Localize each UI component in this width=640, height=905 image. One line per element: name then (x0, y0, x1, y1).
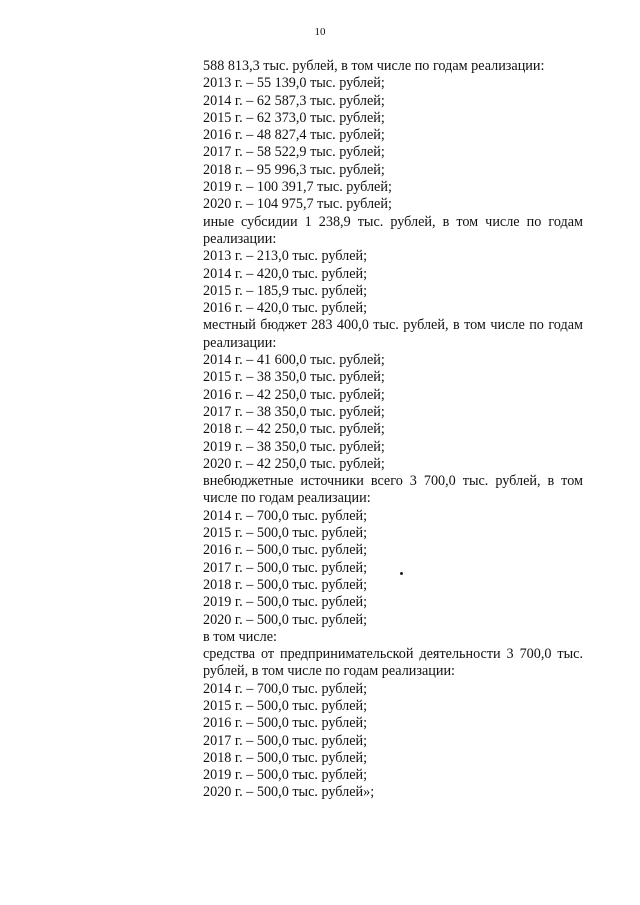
text-line: 2020 г. – 500,0 тыс. рублей»; (203, 784, 375, 801)
text-line: 2019 г. – 38 350,0 тыс. рублей; (203, 438, 385, 455)
text-line: 2014 г. – 62 587,3 тыс. рублей; (203, 92, 385, 109)
text-line: 2013 г. – 213,0 тыс. рублей; (203, 248, 368, 265)
text-line: 2019 г. – 500,0 тыс. рублей; (203, 767, 368, 784)
text-line: 2020 г. – 42 250,0 тыс. рублей; (203, 455, 385, 472)
text-line: 2017 г. – 58 522,9 тыс. рублей; (203, 144, 385, 161)
page-number: 10 (314, 26, 326, 38)
text-line: 2014 г. – 700,0 тыс. рублей; (203, 507, 368, 524)
text-line: 2015 г. – 62 373,0 тыс. рублей; (203, 109, 385, 126)
text-line: 2016 г. – 500,0 тыс. рублей; (203, 715, 368, 732)
text-line: 2017 г. – 500,0 тыс. рублей; (203, 559, 368, 576)
text-line: 2020 г. – 500,0 тыс. рублей; (203, 611, 368, 628)
text-line: 588 813,3 тыс. рублей, в том числе по годам реализации: (203, 58, 545, 74)
text-line: 2020 г. – 104 975,7 тыс. рублей; (203, 196, 392, 213)
text-line: 2013 г. – 55 139,0 тыс. рублей; (203, 75, 385, 92)
text-line: 2018 г. – 500,0 тыс. рублей; (203, 749, 368, 766)
text-line: 2018 г. – 95 996,3 тыс. рублей; (203, 161, 385, 178)
text-line: 2015 г. – 500,0 тыс. рублей; (203, 525, 368, 542)
text-line: 2015 г. – 38 350,0 тыс. рублей; (203, 369, 385, 386)
text-line: 2016 г. – 420,0 тыс. рублей; (203, 300, 368, 317)
text-line: 2016 г. – 500,0 тыс. рублей; (203, 542, 368, 559)
text-line: 2017 г. – 500,0 тыс. рублей; (203, 732, 368, 749)
local-budget-intro: местный бюджет 283 400,0 тыс. рублей, в том числе по годам реализации: (203, 317, 583, 351)
text-line: 2018 г. – 500,0 тыс. рублей; (203, 576, 368, 593)
entrepreneurial-intro: средства от предпринимательской деятельности 3 700,0 тыс. рублей, в том числе по годам реализации: (203, 646, 583, 680)
text-line: 2014 г. – 41 600,0 тыс. рублей; (203, 352, 385, 369)
including-label: в том числе: (203, 628, 277, 645)
text-line: 2014 г. – 420,0 тыс. рублей; (203, 265, 368, 282)
extra-budget-intro: внебюджетные источники всего 3 700,0 тыс. рублей, в том числе по годам реализации: (203, 473, 583, 507)
text-line: 2016 г. – 48 827,4 тыс. рублей; (203, 127, 385, 144)
text-line: 2015 г. – 500,0 тыс. рублей; (203, 697, 368, 714)
text-line: 2019 г. – 500,0 тыс. рублей; (203, 594, 368, 611)
text-line: 2016 г. – 42 250,0 тыс. рублей; (203, 386, 385, 403)
text-line: 2014 г. – 700,0 тыс. рублей; (203, 680, 368, 697)
text-line: 2015 г. – 185,9 тыс. рублей; (203, 282, 368, 299)
text-line: 2017 г. – 38 350,0 тыс. рублей; (203, 403, 385, 420)
other-subsidies-intro: иные субсидии 1 238,9 тыс. рублей, в том числе по годам реализации: (203, 213, 583, 247)
text-line: 2019 г. – 100 391,7 тыс. рублей; (203, 179, 392, 196)
document-body (203, 58, 583, 802)
text-line: 2018 г. – 42 250,0 тыс. рублей; (203, 421, 385, 438)
scan-speck (400, 572, 403, 575)
